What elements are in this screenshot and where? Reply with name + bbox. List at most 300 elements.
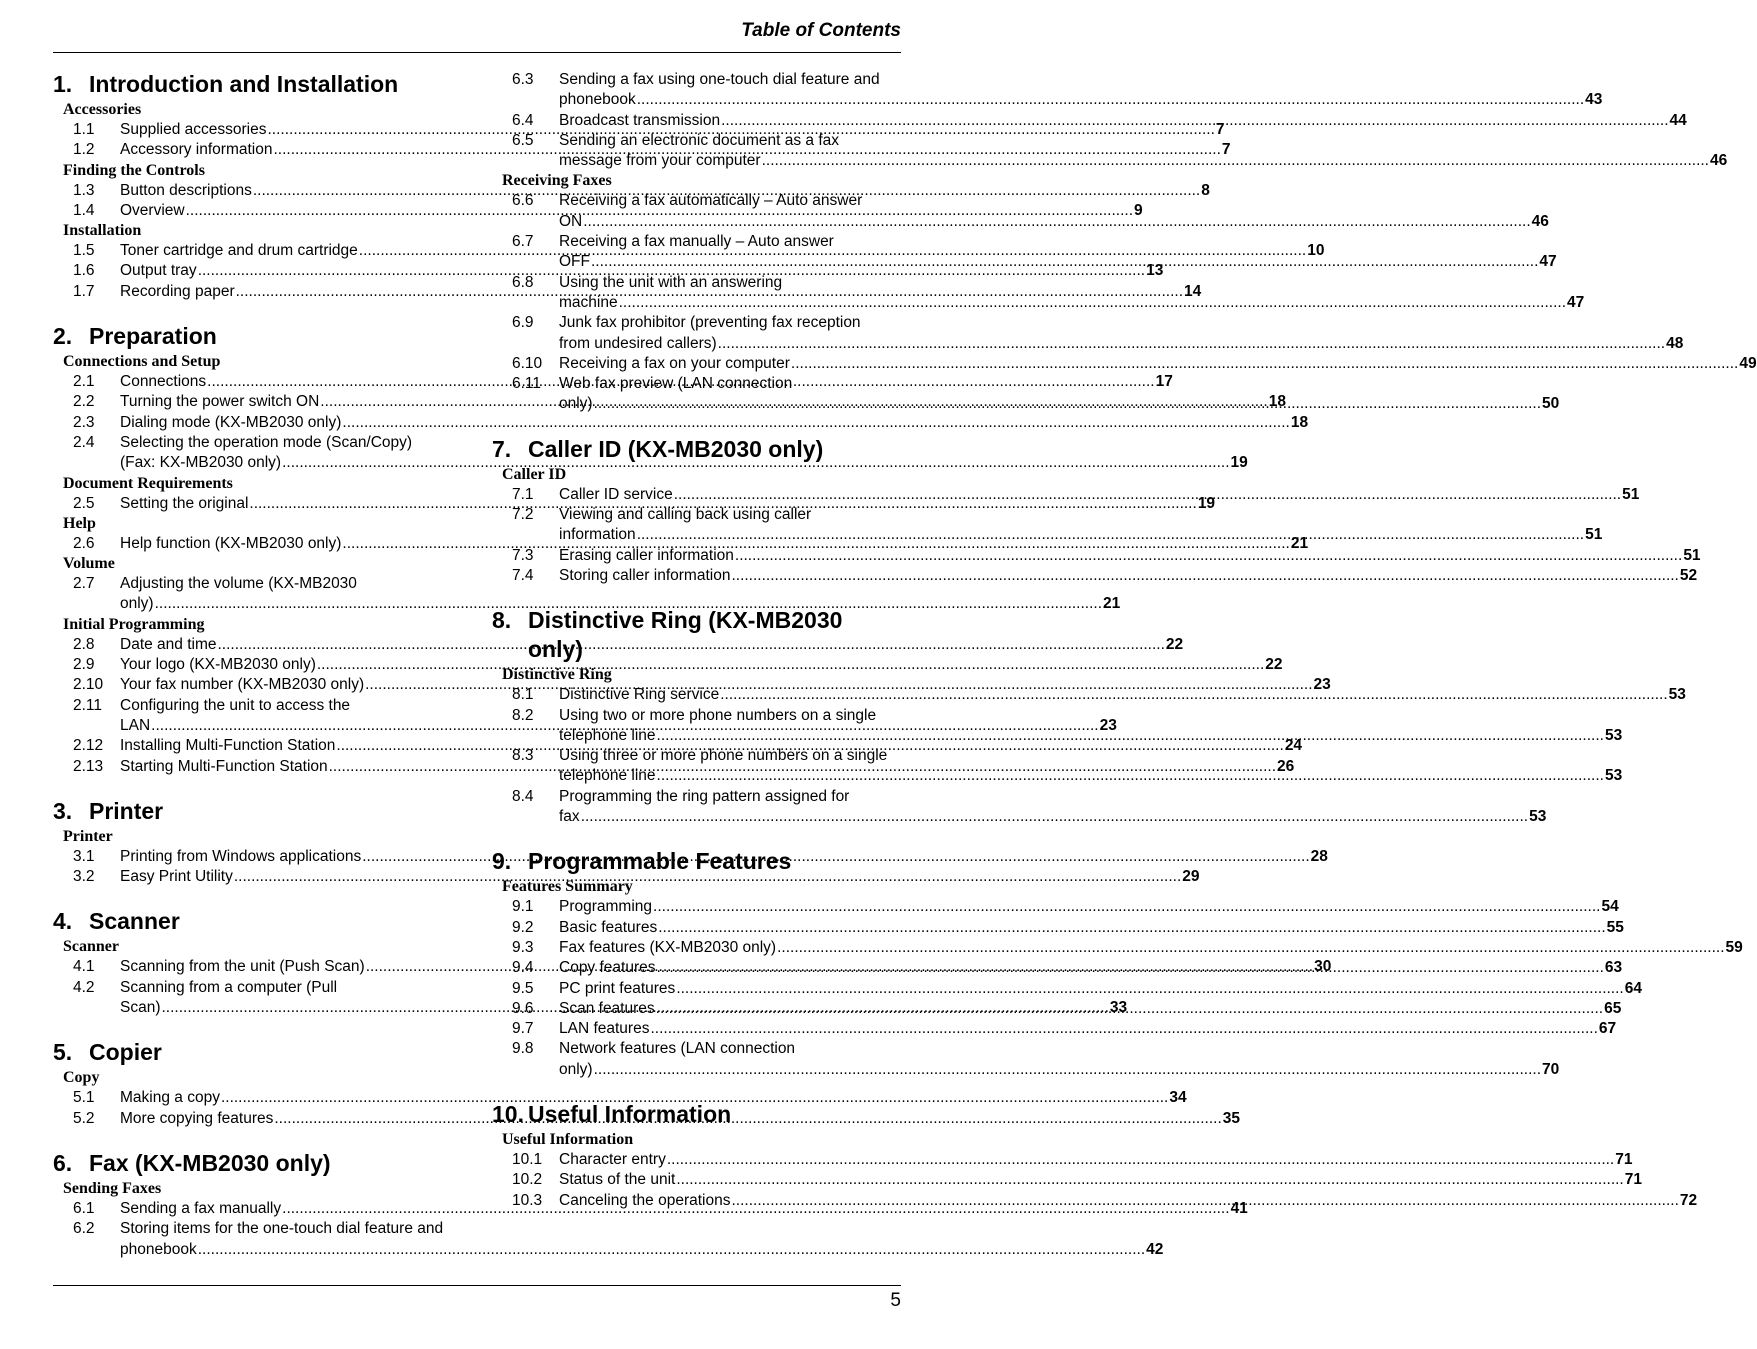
entry-number: 9.6	[512, 999, 534, 1017]
dot-leader	[581, 807, 1528, 827]
toc-entry[interactable]	[492, 1150, 1633, 1170]
entry-page-number[interactable]: 21	[1290, 534, 1309, 552]
toc-entry[interactable]	[53, 1219, 1164, 1260]
toc-entry[interactable]	[53, 635, 1184, 655]
entry-number: 4.1	[73, 958, 95, 976]
entry-page-number[interactable]: 54	[1601, 898, 1619, 916]
chapter-number: 10.	[492, 1100, 524, 1127]
toc-entry[interactable]	[492, 546, 1701, 566]
section-heading: Printer	[63, 827, 113, 845]
entry-leader-line	[559, 685, 1686, 705]
section-heading: Help	[63, 514, 96, 532]
entry-page-number[interactable]: 7	[1215, 121, 1225, 138]
dot-leader	[762, 151, 1709, 171]
dot-leader	[731, 566, 1678, 586]
entry-number: 7.4	[512, 566, 534, 584]
entry-page-number[interactable]: 24	[1284, 737, 1303, 755]
entry-leader-line	[559, 938, 1743, 958]
entry-page-number[interactable]: 13	[1146, 262, 1164, 280]
chapter-number: 8.	[492, 607, 512, 634]
entry-number: 10.1	[512, 1150, 543, 1168]
entry-number: 6.8	[512, 273, 534, 291]
entry-page-number[interactable]: 23	[1099, 716, 1117, 734]
page-number: 5	[890, 1290, 901, 1311]
entry-title-line: Receiving a fax automatically – Auto answer	[559, 192, 863, 210]
entry-leader-line	[559, 252, 1557, 272]
page-header-title: Table of Contents	[741, 20, 901, 41]
entry-title: Fax features (KX-MB2030 only)	[559, 938, 777, 956]
chapter-title: Preparation	[89, 323, 217, 350]
dot-leader	[791, 354, 1738, 374]
entry-number: 6.9	[512, 314, 534, 332]
entry-body	[559, 485, 1639, 505]
entry-number: 9.2	[512, 918, 534, 936]
section-heading: Connections and Setup	[63, 353, 221, 371]
toc-entry[interactable]	[492, 1039, 1560, 1080]
entry-page-number[interactable]: 42	[1146, 1240, 1164, 1258]
entry-page-number[interactable]: 48	[1666, 334, 1684, 352]
toc-entry[interactable]	[492, 191, 1549, 232]
entry-number: 4.2	[73, 978, 95, 996]
entry-title: LAN features	[559, 1020, 650, 1038]
chapter-title: Distinctive Ring (KX-MB2030 only)	[528, 607, 843, 663]
entry-number: 1.4	[73, 201, 95, 219]
entry-page-number[interactable]: 30	[1314, 958, 1332, 976]
dot-leader	[721, 111, 1668, 131]
entry-page-number[interactable]: 19	[1197, 494, 1216, 512]
entry-number: 6.4	[512, 111, 534, 129]
entry-title: OFF	[559, 253, 590, 271]
entry-page-number[interactable]: 50	[1542, 395, 1560, 413]
entry-page-number[interactable]: 47	[1567, 293, 1585, 311]
section-heading: Initial Programming	[63, 615, 205, 633]
entry-page-number[interactable]: 22	[1165, 635, 1184, 653]
dot-leader	[658, 918, 1605, 938]
toc-entry[interactable]	[492, 566, 1698, 586]
entry-number: 5.1	[73, 1089, 95, 1107]
entry-page-number[interactable]: 28	[1310, 847, 1328, 865]
entry-page-number[interactable]: 46	[1531, 212, 1549, 230]
chapter-heading	[53, 797, 463, 826]
dot-leader	[657, 726, 1604, 746]
entry-page-number[interactable]: 53	[1668, 686, 1686, 704]
toc-entry[interactable]	[492, 354, 1757, 374]
entry-number: 2.7	[73, 575, 95, 593]
entry-leader-line	[559, 394, 1559, 414]
entry-page-number[interactable]: 67	[1598, 1020, 1617, 1038]
entry-leader-line	[559, 566, 1697, 586]
entry-title: Easy Print Utility	[120, 868, 233, 886]
entry-body	[559, 918, 1624, 938]
chapter-number: 4.	[53, 908, 73, 935]
entry-number: 9.4	[512, 959, 534, 977]
entry-page-number[interactable]: 14	[1184, 282, 1202, 300]
entry-title: ON	[559, 212, 583, 230]
entry-body	[559, 505, 1602, 546]
entry-title: Canceling the operations	[559, 1191, 731, 1209]
entry-page-number[interactable]: 44	[1669, 111, 1687, 129]
dot-leader	[591, 252, 1538, 272]
entry-page-number[interactable]: 63	[1604, 959, 1623, 977]
entry-page-number[interactable]: 46	[1710, 152, 1728, 170]
section-heading: Features Summary	[502, 878, 633, 896]
section-heading: Distinctive Ring	[502, 666, 612, 684]
entry-number: 9.1	[512, 898, 534, 916]
entry-title-line: Scanning from a computer (Pull	[120, 978, 338, 996]
chapter-heading	[53, 70, 463, 99]
toc-entry[interactable]	[492, 313, 1684, 354]
entry-body	[120, 1219, 1163, 1260]
dot-leader	[650, 1019, 1597, 1039]
entry-number: 7.3	[512, 546, 534, 564]
entry-body	[559, 999, 1621, 1019]
entry-title: message from your computer	[559, 152, 761, 170]
entry-leader-line	[559, 999, 1621, 1019]
entry-page-number[interactable]: 34	[1169, 1089, 1187, 1107]
entry-number: 1.2	[73, 141, 95, 159]
dot-leader	[198, 1240, 1145, 1260]
entry-number: 6.5	[512, 131, 534, 149]
entry-title-line: Using three or more phone numbers on a single	[559, 747, 888, 765]
entry-number: 1.1	[73, 121, 95, 138]
entry-leader-line	[559, 766, 1622, 786]
entry-title: Broadcast transmission	[559, 111, 721, 129]
entry-body	[559, 1039, 1559, 1080]
entry-title-line: Web fax preview (LAN connection	[559, 375, 793, 393]
entry-number: 2.8	[73, 635, 95, 653]
entry-page-number[interactable]: 51	[1585, 526, 1603, 544]
entry-title: Character entry	[559, 1150, 666, 1168]
entry-page-number[interactable]: 51	[1683, 546, 1701, 564]
chapter-heading	[492, 435, 902, 464]
chapter-heading	[492, 1100, 902, 1129]
chapter-number: 2.	[53, 323, 73, 350]
section-heading: Caller ID	[502, 465, 567, 483]
entry-page-number[interactable]: 51	[1622, 485, 1640, 503]
entry-leader-line	[559, 1191, 1697, 1211]
chapter-heading	[492, 606, 902, 664]
entry-body	[559, 897, 1619, 917]
chapter-title: Fax (KX-MB2030 only)	[89, 1149, 331, 1176]
entry-leader-line	[559, 151, 1727, 171]
entry-number: 2.12	[73, 737, 104, 755]
entry-body	[559, 273, 1584, 314]
entry-title: Toner cartridge and drum cartridge	[120, 242, 358, 260]
entry-page-number[interactable]: 47	[1539, 253, 1557, 271]
toc-entry[interactable]	[492, 918, 1624, 938]
toc-entry[interactable]	[492, 131, 1728, 172]
entry-title: Printing from Windows applications	[120, 847, 362, 865]
entry-number: 1.3	[73, 181, 95, 199]
entry-page-number[interactable]: 7	[1221, 141, 1231, 159]
entry-number: 7.2	[512, 506, 534, 524]
entry-leader-line	[559, 1019, 1616, 1039]
entry-body	[559, 566, 1697, 586]
entry-body	[559, 958, 1622, 978]
section-heading: Useful Information	[502, 1130, 634, 1148]
dot-leader	[637, 525, 1584, 545]
entry-title: phonebook	[559, 91, 636, 109]
entry-title: Scan features	[559, 999, 655, 1017]
section-heading: Receiving Faxes	[502, 172, 612, 190]
entry-page-number[interactable]: 64	[1624, 979, 1642, 997]
entry-body	[559, 546, 1701, 566]
entry-body	[559, 787, 1546, 828]
entry-body	[559, 746, 1622, 787]
entry-title-line: Sending an electronic document as a fax	[559, 131, 840, 149]
section-heading: Installation	[63, 222, 142, 240]
entry-number: 1.5	[73, 242, 95, 260]
entry-title: Erasing caller information	[559, 546, 734, 564]
entry-number: 8.3	[512, 747, 534, 765]
entry-number: 6.7	[512, 233, 534, 251]
entry-body	[559, 70, 1602, 111]
toc-entry[interactable]	[492, 979, 1642, 999]
entry-number: 2.11	[73, 696, 103, 714]
entry-title: Starting Multi-Function Station	[120, 757, 328, 775]
entry-title: Status of the unit	[559, 1171, 676, 1189]
entry-leader-line	[559, 485, 1639, 505]
entry-page-number[interactable]: 18	[1268, 393, 1286, 411]
entry-page-number[interactable]: 55	[1606, 918, 1624, 936]
entry-leader-line	[559, 1170, 1642, 1190]
entry-body	[559, 131, 1727, 172]
entry-leader-line	[559, 334, 1683, 354]
entry-page-number[interactable]: 65	[1604, 999, 1622, 1017]
section-heading: Copy	[63, 1069, 100, 1087]
entry-page-number[interactable]: 52	[1679, 566, 1698, 584]
toc-entry[interactable]	[492, 897, 1619, 917]
entry-title: telephone line	[559, 767, 656, 785]
chapter-number: 9.	[492, 848, 512, 875]
entry-title: Your fax number (KX-MB2030 only)	[120, 676, 365, 694]
entry-number: 2.5	[73, 494, 95, 512]
toc-entry[interactable]	[492, 1170, 1642, 1190]
chapter-title: Programmable Features	[528, 848, 792, 875]
entry-title: only)	[559, 395, 593, 413]
entry-title: (Fax: KX-MB2030 only)	[120, 454, 282, 472]
dot-leader	[674, 485, 1621, 505]
entry-title: telephone line	[559, 726, 656, 744]
entry-page-number[interactable]: 22	[1265, 656, 1283, 674]
dot-leader	[657, 766, 1604, 786]
chapter-title: Scanner	[89, 908, 180, 935]
entry-title: More copying features	[120, 1109, 274, 1127]
entry-title: Connections	[120, 373, 207, 391]
chapter-number: 1.	[53, 71, 73, 97]
entry-leader-line	[559, 1150, 1633, 1170]
entry-number: 9.3	[512, 938, 534, 956]
entry-body	[559, 1191, 1697, 1211]
entry-title: machine	[559, 293, 618, 311]
entry-number: 2.2	[73, 393, 95, 411]
dot-leader	[667, 1150, 1614, 1170]
chapter-heading	[492, 847, 902, 876]
entry-title-line: Selecting the operation mode (Scan/Copy)	[120, 433, 413, 451]
dot-leader	[583, 212, 1530, 232]
entry-number: 6.6	[512, 192, 534, 210]
chapter-title: Introduction and Installation	[89, 71, 399, 97]
entry-page-number[interactable]: 9	[1134, 201, 1143, 219]
entry-page-number[interactable]: 21	[1103, 595, 1121, 613]
entry-number: 2.6	[73, 534, 95, 552]
entry-number: 2.1	[73, 373, 95, 391]
entry-leader-line	[559, 897, 1619, 917]
entry-number: 9.8	[512, 1040, 534, 1058]
entry-number: 6.10	[512, 354, 543, 372]
entry-title-line: Viewing and calling back using caller	[559, 506, 812, 524]
entry-page-number[interactable]: 53	[1529, 808, 1547, 826]
entry-number: 1.6	[73, 262, 95, 280]
dot-leader	[656, 999, 1603, 1019]
entry-title: Supplied accessories	[120, 121, 267, 138]
entry-title: Sending a fax manually	[120, 1199, 282, 1217]
entry-page-number[interactable]: 26	[1277, 757, 1295, 775]
toc-entry[interactable]	[53, 413, 1309, 433]
entry-title: Scan)	[120, 999, 161, 1017]
entry-body	[559, 111, 1687, 131]
entry-title: Installing Multi-Function Station	[120, 737, 336, 755]
entry-page-number[interactable]: 17	[1155, 373, 1173, 391]
entry-number: 6.3	[512, 71, 534, 88]
section-heading: Volume	[63, 555, 115, 573]
entry-title: Button descriptions	[120, 181, 252, 199]
entry-number: 6.11	[512, 375, 542, 393]
entry-body	[559, 938, 1743, 958]
entry-number: 3.2	[73, 868, 95, 886]
entry-leader-line	[559, 807, 1546, 827]
toc-entry[interactable]	[53, 1088, 1187, 1108]
entry-number: 7.1	[512, 485, 534, 503]
entry-page-number[interactable]: 23	[1313, 676, 1331, 694]
entry-title: Your logo (KX-MB2030 only)	[120, 656, 316, 674]
entry-leader-line	[559, 354, 1757, 374]
entry-page-number[interactable]: 53	[1604, 726, 1623, 744]
entry-title: Copy features	[559, 959, 656, 977]
entry-title: Turning the power switch ON	[120, 393, 320, 411]
entry-title: Recording paper	[120, 282, 235, 300]
entry-body	[559, 685, 1686, 705]
toc-entry[interactable]	[492, 1019, 1617, 1039]
entry-title: information	[559, 526, 636, 544]
entry-title-line: Programming the ring pattern assigned for	[559, 787, 850, 805]
entry-title: Dialing mode (KX-MB2030 only)	[120, 413, 342, 431]
footer-rule	[53, 1285, 901, 1286]
entry-title: Storing caller information	[559, 566, 731, 584]
entry-leader-line	[120, 1240, 1163, 1260]
entry-page-number[interactable]: 8	[1201, 181, 1210, 199]
entry-title: PC print features	[559, 979, 676, 997]
chapter-title: Useful Information	[528, 1100, 732, 1127]
entry-title: Basic features	[559, 918, 658, 936]
entry-title: only)	[559, 1060, 593, 1078]
entry-leader-line	[559, 1060, 1559, 1080]
entry-number: 5.2	[73, 1109, 95, 1127]
entry-number: 9.5	[512, 979, 534, 997]
entry-title-line: Network features (LAN connection	[559, 1040, 796, 1058]
entry-leader-line	[559, 525, 1602, 545]
chapter-title: Printer	[89, 797, 164, 824]
entry-page-number[interactable]: 43	[1585, 91, 1603, 109]
entry-number: 10.2	[512, 1171, 543, 1189]
entry-page-number[interactable]: 59	[1725, 938, 1743, 956]
entry-page-number[interactable]: 71	[1615, 1150, 1633, 1168]
toc-entry[interactable]	[492, 70, 1603, 111]
entry-page-number[interactable]: 70	[1542, 1060, 1560, 1078]
entry-number: 6.1	[73, 1199, 95, 1217]
entry-leader-line	[559, 111, 1687, 131]
entry-page-number[interactable]: 18	[1290, 413, 1309, 431]
entry-title: Date and time	[120, 635, 217, 653]
chapter-number: 5.	[53, 1039, 73, 1066]
entry-page-number[interactable]: 29	[1182, 868, 1200, 886]
entry-leader-line	[559, 212, 1549, 232]
dot-leader	[594, 394, 1541, 414]
entry-title-line: Storing items for the one-touch dial feature and	[120, 1220, 444, 1238]
entry-title: Making a copy	[120, 1089, 220, 1107]
toc-entry[interactable]	[492, 938, 1743, 958]
entry-title: Help function (KX-MB2030 only)	[120, 534, 342, 552]
entry-page-number[interactable]: 53	[1604, 767, 1623, 785]
chapter-heading	[53, 322, 463, 351]
entry-page-number[interactable]: 72	[1679, 1191, 1698, 1209]
chapter-heading	[53, 907, 463, 936]
entry-body	[559, 1170, 1642, 1190]
chapter-heading	[53, 1038, 463, 1067]
entry-number: 2.13	[73, 757, 104, 775]
entry-title: phonebook	[120, 1240, 197, 1258]
entry-leader-line	[559, 979, 1642, 999]
entry-title-line: Using the unit with an answering	[559, 273, 783, 291]
entry-title-line: Adjusting the volume (KX-MB2030	[120, 575, 357, 593]
entry-body	[559, 1150, 1633, 1170]
toc-entry[interactable]	[492, 787, 1547, 828]
entry-page-number[interactable]: 49	[1739, 354, 1757, 372]
entry-title: only)	[120, 595, 154, 613]
entry-page-number[interactable]: 71	[1624, 1171, 1642, 1189]
chapter-title: Copier	[89, 1039, 162, 1066]
dot-leader	[676, 979, 1623, 999]
entry-page-number[interactable]: 10	[1307, 242, 1325, 260]
dot-leader	[594, 1060, 1541, 1080]
entry-title-line: Sending a fax using one-touch dial feature and	[559, 71, 880, 88]
entry-number: 2.3	[73, 413, 95, 431]
toc-entry[interactable]	[492, 111, 1687, 131]
entry-title-line: Configuring the unit to access the	[120, 696, 351, 714]
entry-page-number[interactable]: 35	[1222, 1109, 1241, 1127]
entry-leader-line	[559, 918, 1624, 938]
entry-body	[559, 979, 1642, 999]
section-heading: Finding the Controls	[63, 161, 205, 179]
entry-leader-line	[559, 958, 1622, 978]
entry-number: 8.1	[512, 686, 534, 704]
dot-leader	[735, 546, 1682, 566]
entry-title: fax	[559, 808, 580, 826]
dot-leader	[657, 958, 1604, 978]
entry-page-number[interactable]: 41	[1230, 1199, 1248, 1217]
dot-leader	[653, 897, 1600, 917]
entry-page-number[interactable]: 33	[1109, 999, 1128, 1017]
entry-title: from undesired callers)	[559, 334, 717, 352]
section-heading: Accessories	[63, 101, 142, 118]
chapter-number: 6.	[53, 1149, 73, 1176]
entry-number: 2.10	[73, 676, 104, 694]
entry-title-line: Junk fax prohibitor (preventing fax reception	[559, 314, 861, 332]
entry-page-number[interactable]: 19	[1230, 454, 1248, 472]
entry-body	[559, 374, 1559, 415]
dot-leader	[720, 685, 1667, 705]
entry-body	[559, 1019, 1616, 1039]
